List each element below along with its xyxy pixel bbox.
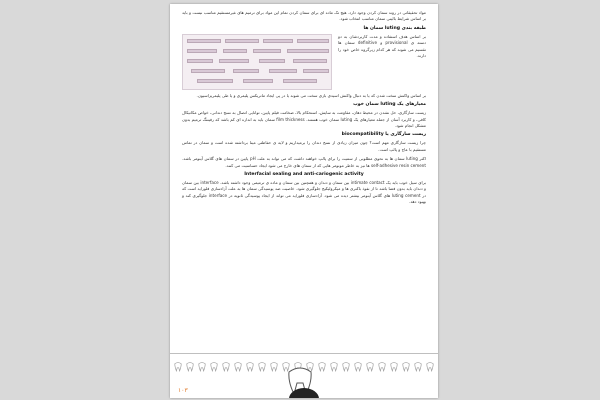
tooth-icon [318, 362, 326, 372]
diagram-node [191, 69, 225, 73]
page-number: ۱۰۳ [178, 387, 188, 394]
tooth-icon [366, 362, 374, 372]
tooth-icon [390, 362, 398, 372]
diagram-node [283, 79, 317, 83]
diagram-node [187, 59, 213, 63]
figure-side-paragraph: بر اساس هدف استفاده و مدت کاربردشان به دو دسته ی provisional و definitive سمان ها تقسیم می شوند که هر کدام زیرگروه خاص خود را دارند. [338, 33, 426, 59]
tooth-icon [186, 362, 194, 372]
section-heading-sealing: Interfacial sealing and anti-cariogenic activity [244, 172, 364, 178]
paragraph-biocompatibility-1: چرا زیست سازگاری مهم است؟ چون میزان زیادی از نسج دندان را برمیداریم و لایه ی حفاظتی مینا برداشته شده است و سمان در تماس مستقیم با عاج و پالپ است. [182, 140, 426, 152]
diagram-node [293, 59, 327, 63]
tooth-icon [174, 362, 182, 372]
section-heading-biocompatibility: زیست سازگاری یا biocompatibility [341, 132, 426, 138]
tooth-icon [270, 362, 278, 372]
intro-paragraph: مواد تحقیقاتی در روند سمان کردن وجود دارد. هیچ تک ماده ای برای سمان کردن تمام این مواد برای ترمیم های غیرمستقیم مناسب نیست و باید بر اساس شرایط بالینی سمان مناسب انتخاب شود. [182, 10, 426, 22]
tooth-icon [330, 362, 338, 372]
tooth-icon [234, 362, 242, 372]
page-body [182, 10, 426, 209]
paragraph-sealing: برای سیل خوب باید یک intimate contact بین سمان و دندان و همچنین بین سمان و ماده ی ترمیمی وجود داشته باشد. interface بین سمان و دندان باید بدون فضا باشد تا از نفوذ باکتری ها و میکرولیکیج جلوگیری شود. خاصیت ضد پوسیدگی سمان ها به علت آزادسازی فلوراید است که در luting cement های گلاس آینومر بیشتر دیده می شود. آزادسازی فلوراید می تواند از ایجاد پوسیدگی ثانویه در interface جلوگیری کند و بهبود دهد. [182, 180, 426, 205]
tooth-icon [426, 362, 434, 372]
tooth-icon [342, 362, 350, 372]
diagram-node [263, 39, 293, 43]
figure-side-text [332, 34, 426, 90]
tooth-icon [210, 362, 218, 372]
diagram-node [287, 49, 329, 53]
section-heading-criteria: معیارهای یک luting سمان خوب [353, 102, 426, 108]
diagram-node [259, 59, 285, 63]
tooth-icon [222, 362, 230, 372]
decorative-footer [170, 353, 438, 398]
diagram-node [269, 69, 297, 73]
diagram-node [243, 79, 273, 83]
tooth-icon [258, 362, 266, 372]
tooth-icon [378, 362, 386, 372]
section-heading-classification: طبقه بندی luting سمان ها [363, 25, 426, 31]
diagram-node [225, 39, 259, 43]
diagram-node [187, 39, 221, 43]
tooth-icon [402, 362, 410, 372]
tooth-icon [246, 362, 254, 372]
page-corner-circle [289, 388, 319, 398]
classification-diagram [182, 34, 332, 90]
tooth-icon [198, 362, 206, 372]
paragraph-criteria: زیست سازگاری، حل نشدن در محیط دهان، مقاومت به سایش، استحکام بالا، ضخامت فیلم پایین، توانایی اتصال به نسج دندانی، خواص مکانیکال کافی، و کاربرد آسان از جمله معیارهای یک luting سمان خوب هستند. film thickness سمان باید به اندازه ای کم باشد که رفیتنگ ترمیم بدون مشکل انجام شود. [182, 110, 427, 129]
diagram-node [303, 69, 329, 73]
paragraph-biocompatibility-2: اکثر luting سمان ها به نحوی مطلوبی از سمیت را برای پالپ خواهند داشت که می تواند به علت pH پایین در سمان های گلاس آینومر باشد. self-adhesive resin cement ها نیز به خاطر مونومر هایی که از سمان های خارج می شود ایجاد حساسیت می کنند. [182, 156, 426, 168]
tooth-icon [414, 362, 422, 372]
diagram-node [197, 79, 233, 83]
figure-row [182, 34, 426, 90]
diagram-node [223, 49, 247, 53]
diagram-node [233, 69, 259, 73]
diagram-node [219, 59, 249, 63]
diagram-node [297, 39, 329, 43]
tooth-icon [354, 362, 362, 372]
diagram-node [253, 49, 281, 53]
document-page [170, 4, 438, 398]
paragraph-setting-reaction: بر اساس واکنش سخت شدن که یا به دنبال واکنش اسیدی بازی سخت می شوند یا در پی ایجاد ماتریکس پلیمری و یا طی پلیمریزاسیون. [196, 92, 426, 98]
diagram-node [187, 49, 217, 53]
